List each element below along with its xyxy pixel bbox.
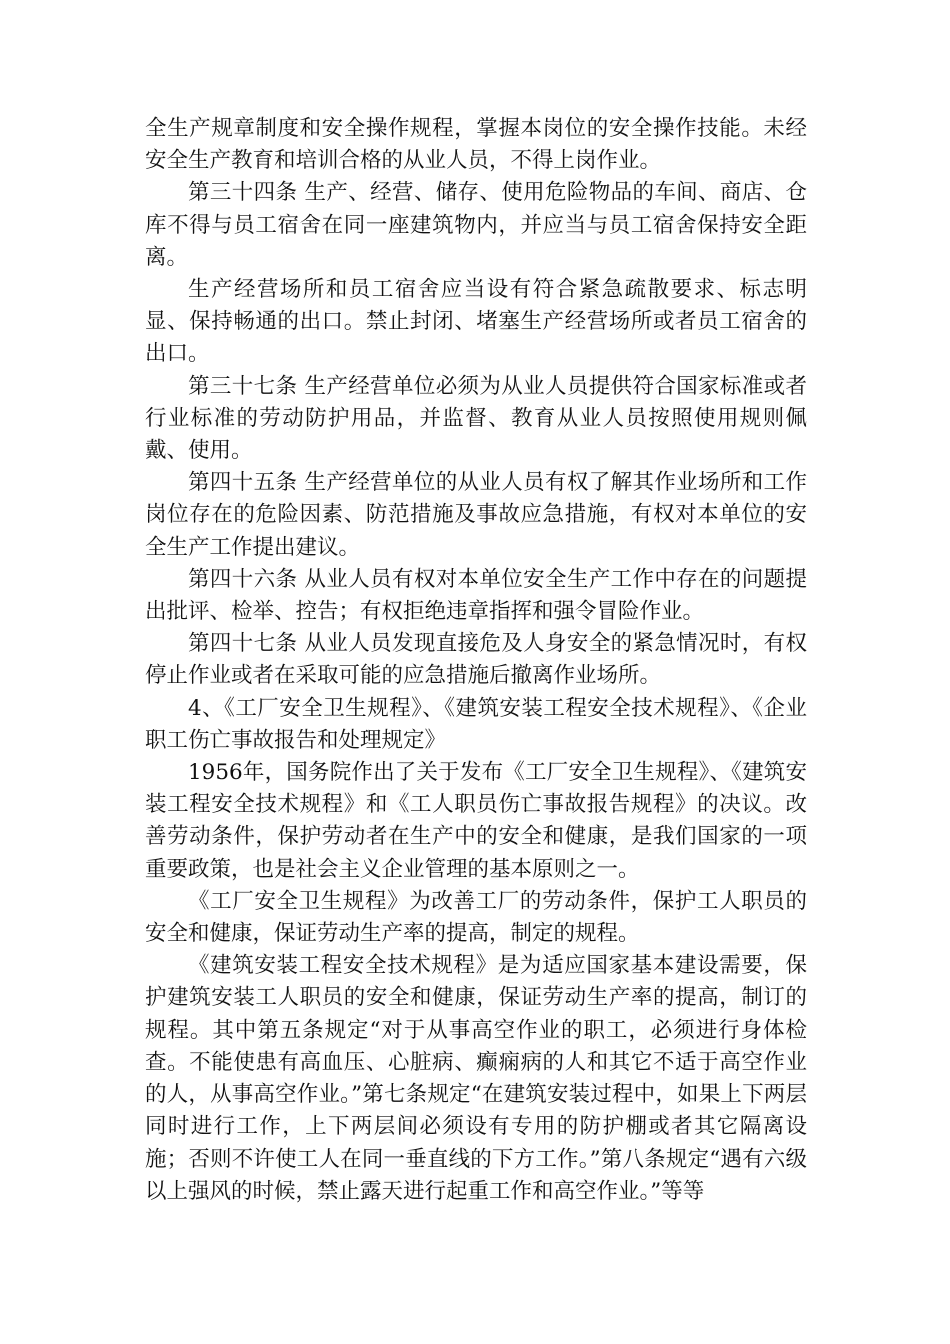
paragraph-article-37: 第三十七条 生产经营单位必须为从业人员提供符合国家标准或者行业标准的劳动防护用品，并监督、教育从业人员按照使用规则佩戴、使用。 (145, 373, 807, 464)
paragraph-1956: 1956年，国务院作出了关于发布《工厂安全卫生规程》、《建筑安装工程安全技术规程》和《工人职员伤亡事故报告规程》的决议。改善劳动条件，保护劳动者在生产中的安全和健康，是我们国家的一项重要政策，也是社会主义企业管理的基本原则之一。 (145, 760, 807, 882)
paragraph-article-34: 第三十四条 生产、经营、储存、使用危险物品的车间、商店、仓库不得与员工宿舍在同一座建筑物内，并应当与员工宿舍保持安全距离。 (145, 180, 807, 270)
paragraph-article-47: 第四十七条 从业人员发现直接危及人身安全的紧急情况时，有权停止作业或者在采取可能的应急措施后撤离作业场所。 (145, 631, 807, 689)
paragraph-article-46: 第四十六条 从业人员有权对本单位安全生产工作中存在的问题提出批评、检举、控告；有权拒绝违章指挥和强令冒险作业。 (145, 566, 807, 625)
paragraph-article-45: 第四十五条 生产经营单位的从业人员有权了解其作业场所和工作岗位存在的危险因素、防范措施及事故应急措施，有权对本单位的安全生产工作提出建议。 (145, 470, 807, 560)
paragraph-exits: 生产经营场所和员工宿舍应当设有符合紧急疏散要求、标志明显、保持畅通的出口。禁止封闭、堵塞生产经营场所或者员工宿舍的出口。 (145, 277, 807, 367)
paragraph-factory-regulations: 《工厂安全卫生规程》为改善工厂的劳动条件，保护工人职员的安全和健康，保证劳动生产率的提高，制定的规程。 (145, 888, 807, 947)
section-heading-4: 4、《工厂安全卫生规程》、《建筑安装工程安全技术规程》、《企业职工伤亡事故报告和处理规定》 (145, 695, 807, 753)
document-body (145, 113, 807, 1208)
paragraph-1: 全生产规章制度和安全操作规程，掌握本岗位的安全操作技能。未经安全生产教育和培训合格的从业人员，不得上岗作业。 (145, 116, 807, 174)
paragraph-construction-regulations: 《建筑安装工程安全技术规程》是为适应国家基本建设需要，保护建筑安装工人职员的安全和健康，保证劳动生产率的提高，制订的规程。其中第五条规定“对于从事高空作业的职工，必须进行身体检查。不能使患有高血压、心脏病、癫痫病的人和其它不适于高空作业的人，从事高空作业。”第七条规定“在建筑安装过程中，如果上下两层同时进行工作，上下两层间必须设有专用的防护棚或者其它隔离设施；否则不许使工人在同一垂直线的下方工作。”第八条规定“遇有六级以上强风的时候，禁止露天进行起重工作和高空作业。”等等 (145, 953, 807, 1204)
